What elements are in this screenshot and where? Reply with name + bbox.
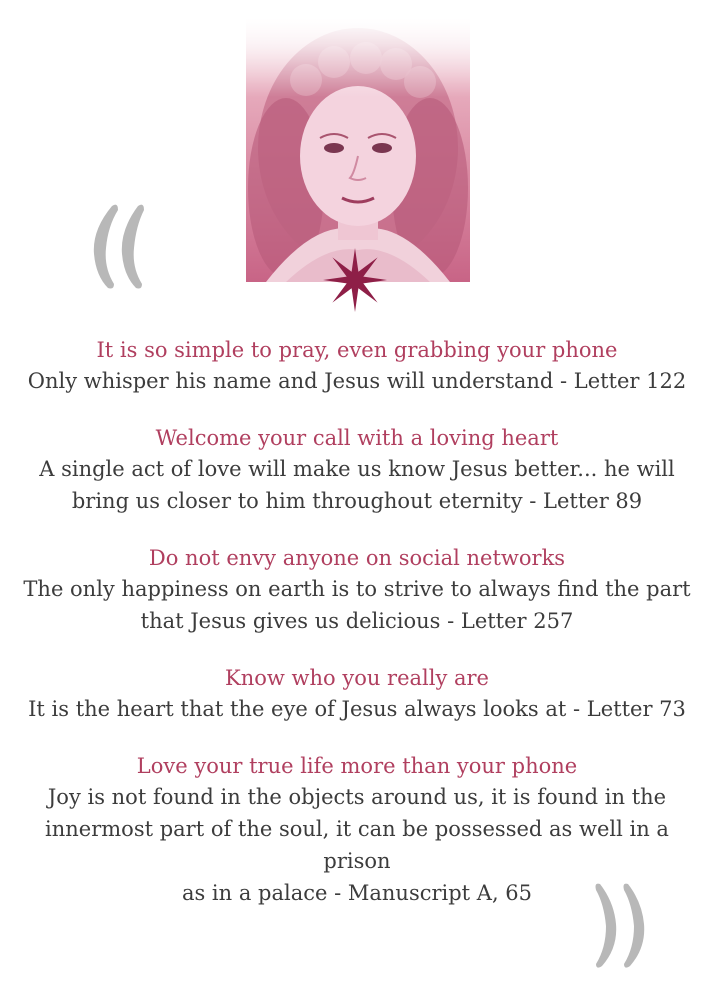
quote-line: Only whisper his name and Jesus will understand - Letter 122: [27, 369, 687, 393]
portrait-fade-overlay: [246, 18, 470, 282]
quote-line: Joy is not found in the objects around us, it is found in the: [47, 785, 667, 809]
quote-entry: [20, 663, 694, 725]
quote-line: bring us closer to him throughout eternity - Letter 89: [71, 489, 643, 513]
quote-entry: [20, 335, 694, 397]
quote-body: [20, 781, 694, 909]
quote-heading: Welcome your call with a loving heart: [155, 426, 559, 450]
quote-line: A single act of love will make us know Jesus better... he will: [39, 457, 675, 481]
quote-line: that Jesus gives us delicious - Letter 257: [140, 609, 574, 633]
quote-line: The only happiness on earth is to strive to always find the part: [23, 577, 691, 601]
portrait-photo: [246, 18, 470, 282]
quote-heading: Do not envy anyone on social networks: [148, 546, 566, 570]
quote-heading: It is so simple to pray, even grabbing your phone: [96, 338, 618, 362]
quote-body: [20, 693, 694, 725]
quotes-list: [20, 335, 694, 935]
open-quote-icon: [84, 200, 156, 292]
quote-body: [20, 573, 694, 637]
quote-body: [20, 453, 694, 517]
quote-entry: [20, 751, 694, 909]
quote-line: as in a palace - Manuscript A, 65: [181, 881, 533, 905]
eight-point-star-icon: [323, 248, 387, 312]
quote-line: innermost part of the soul, it can be possessed as well in a prison: [45, 817, 669, 873]
quote-entry: [20, 543, 694, 637]
quote-line: It is the heart that the eye of Jesus always looks at - Letter 73: [28, 697, 686, 721]
quote-body: [20, 365, 694, 397]
quote-heading: Love your true life more than your phone: [136, 754, 578, 778]
quote-heading: Know who you really are: [225, 666, 489, 690]
quote-entry: [20, 423, 694, 517]
